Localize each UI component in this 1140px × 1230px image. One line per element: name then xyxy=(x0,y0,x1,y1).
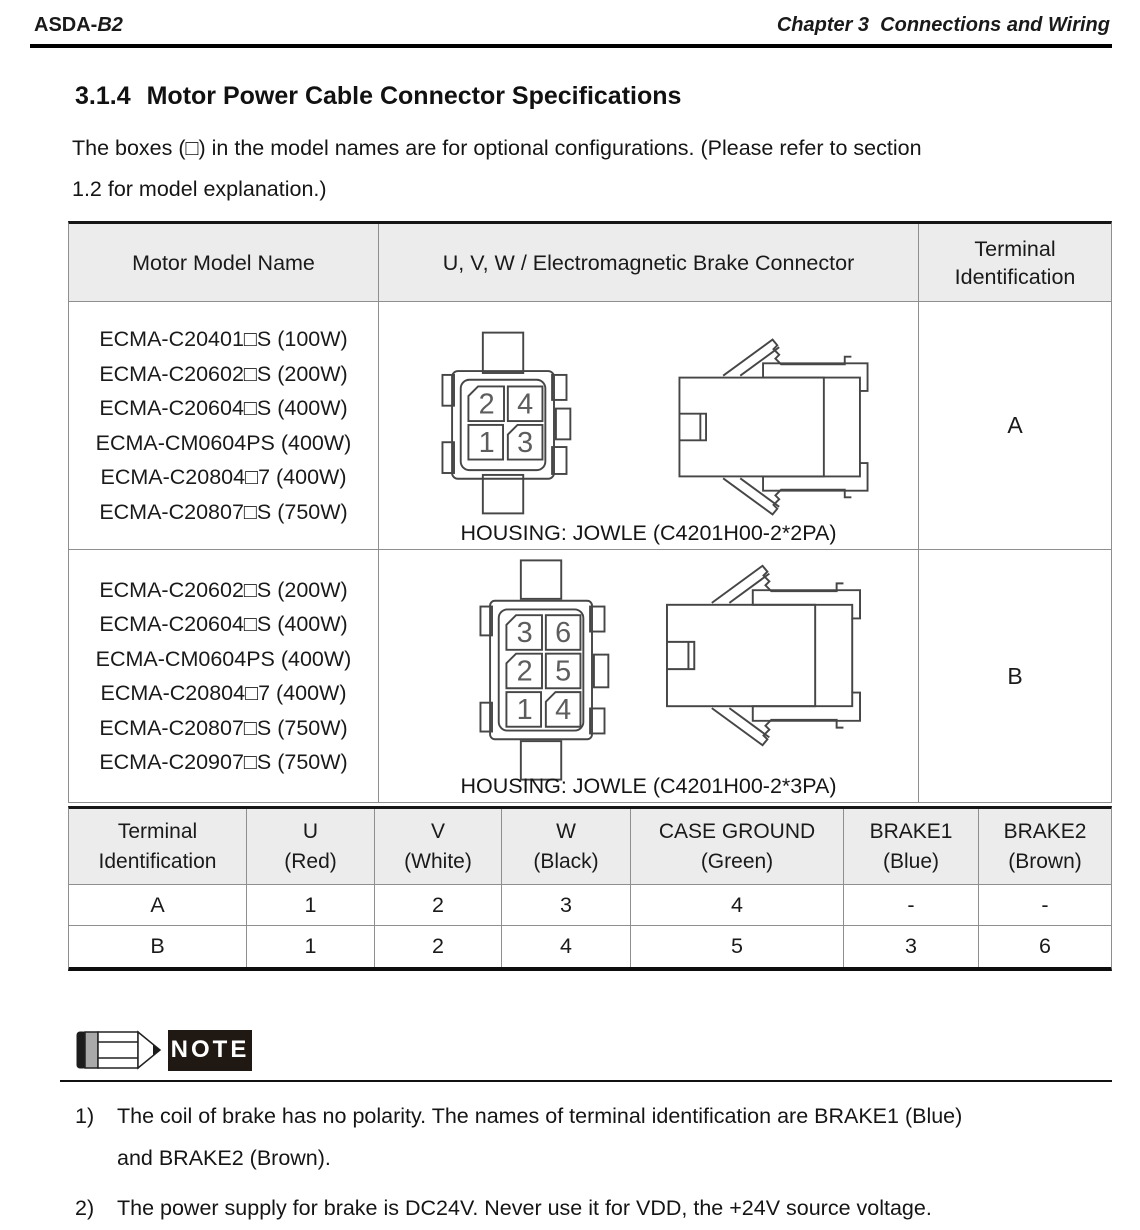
pencil-icon xyxy=(75,1029,163,1071)
intro-line-2: 1.2 for model explanation.) xyxy=(72,177,327,201)
pin-number: 4 xyxy=(517,388,534,421)
spec-table-row-a xyxy=(69,302,1111,550)
cell-value: 4 xyxy=(631,885,844,925)
header-u-red: U (Red) xyxy=(247,809,375,884)
pin-number: 3 xyxy=(517,426,534,459)
motor-model-list-b xyxy=(69,550,379,802)
pin-number: 6 xyxy=(555,617,572,650)
header-terminal-identification: Terminal Identification xyxy=(954,236,1076,289)
connector-front-view-4pin-drawing xyxy=(429,328,579,518)
connector-side-view-drawing xyxy=(661,332,886,522)
note-text: The power supply for brake is DC24V. Never use it for VDD, the +24V source voltage. xyxy=(117,1196,932,1220)
cell-value: 3 xyxy=(844,926,979,967)
section-title: Motor Power Cable Connector Specifications xyxy=(146,82,682,110)
note-divider xyxy=(60,1080,1112,1082)
housing-caption-a: HOUSING: JOWLE (C4201H00-2*2PA) xyxy=(460,521,837,545)
chapter-title: Chapter 3 Connections and Wiring xyxy=(776,14,1110,36)
cell-value: 1 xyxy=(247,885,375,925)
model-name: ECMA-CM0604PS (400W) xyxy=(95,430,352,455)
cell-value: 6 xyxy=(1039,934,1051,958)
header-w-black: W (Black) xyxy=(502,809,631,884)
note-block xyxy=(75,1029,1140,1071)
page-header xyxy=(30,14,1112,48)
terminal-id-a: A xyxy=(1007,412,1023,438)
header-v-white: V (White) xyxy=(375,809,502,884)
note-label: NOTE xyxy=(168,1030,252,1071)
model-name: ECMA-C20807□S (750W) xyxy=(99,715,348,740)
cell-value: 3 xyxy=(502,885,631,925)
pin-number: 4 xyxy=(555,694,572,727)
model-name: ECMA-C20604□S (400W) xyxy=(99,612,348,636)
pin-number: 3 xyxy=(516,617,533,650)
cell-value: B xyxy=(69,926,247,967)
header-motor-model-name: Motor Model Name xyxy=(69,224,379,301)
connector-front-view-6pin-drawing xyxy=(467,556,617,784)
model-name: ECMA-C20804□7 (400W) xyxy=(100,465,347,489)
model-name: ECMA-C20602□S (200W) xyxy=(99,577,348,602)
model-name: ECMA-CM0604PS (400W) xyxy=(95,646,352,671)
pin-number: 5 xyxy=(555,655,572,688)
header-brake2-brown: BRAKE2 (Brown) xyxy=(1003,819,1087,873)
connector-drawing-cell-b xyxy=(379,550,919,802)
section-number: 3.1.4 xyxy=(75,82,131,110)
cell-value: 2 xyxy=(375,885,502,925)
cell-value: 1 xyxy=(247,926,375,967)
terminal-table-row-b xyxy=(69,926,1111,967)
spec-table-header-row xyxy=(69,224,1111,302)
cell-value: 5 xyxy=(631,926,844,967)
model-name: ECMA-C20602□S (200W) xyxy=(99,361,348,386)
terminal-identification-table xyxy=(68,806,1112,971)
model-name: ECMA-C20401□S (100W) xyxy=(99,327,348,351)
cell-value: - xyxy=(844,885,979,925)
cell-value: 4 xyxy=(502,926,631,967)
connector-drawing-cell-a xyxy=(379,302,919,549)
header-brake1-blue: BRAKE1 (Blue) xyxy=(844,809,979,884)
intro-line-1: The boxes (□) in the model names are for optional configurations. (Please refer to section xyxy=(72,136,922,160)
model-name: ECMA-C20804□7 (400W) xyxy=(100,681,347,705)
terminal-id-b: B xyxy=(1007,662,1023,689)
note-item-2 xyxy=(75,1188,1110,1230)
product-name: ASDA-B2 xyxy=(34,14,123,36)
cell-value: - xyxy=(1041,892,1049,917)
model-name: ECMA-C20604□S (400W) xyxy=(99,396,348,420)
spec-table-row-b xyxy=(69,550,1111,802)
header-terminal-id: Terminal Identification xyxy=(69,809,247,884)
section-heading xyxy=(75,82,1140,111)
pin-number: 1 xyxy=(516,694,533,727)
pin-number: 2 xyxy=(516,655,533,688)
intro-paragraph xyxy=(72,128,1110,210)
housing-caption-b: HOUSING: JOWLE (C4201H00-2*3PA) xyxy=(460,774,837,798)
note-text: The coil of brake has no polarity. The names of terminal identification are BRAKE1 (Blue) and BRAKE2 (Brown). xyxy=(117,1104,963,1170)
note-number: 2) xyxy=(75,1196,95,1220)
connector-side-view-drawing xyxy=(651,558,876,753)
cell-value: A xyxy=(69,885,247,925)
terminal-table-header-row xyxy=(69,809,1111,885)
pin-number: 1 xyxy=(478,426,495,459)
note-list xyxy=(75,1096,1110,1230)
pin-number: 2 xyxy=(478,388,495,421)
terminal-table-row-a xyxy=(69,885,1111,926)
motor-model-list-a xyxy=(69,302,379,549)
header-connector: U, V, W / Electromagnetic Brake Connector xyxy=(379,224,919,301)
note-number: 1) xyxy=(75,1104,95,1128)
cell-value: 2 xyxy=(375,926,502,967)
header-case-ground-green: CASE GROUND (Green) xyxy=(631,809,844,884)
model-name: ECMA-C20807□S (750W) xyxy=(99,499,348,524)
model-name: ECMA-C20907□S (750W) xyxy=(99,750,348,774)
connector-spec-table xyxy=(68,221,1112,803)
note-item-1 xyxy=(75,1096,1110,1179)
product-model: B2 xyxy=(97,14,123,36)
